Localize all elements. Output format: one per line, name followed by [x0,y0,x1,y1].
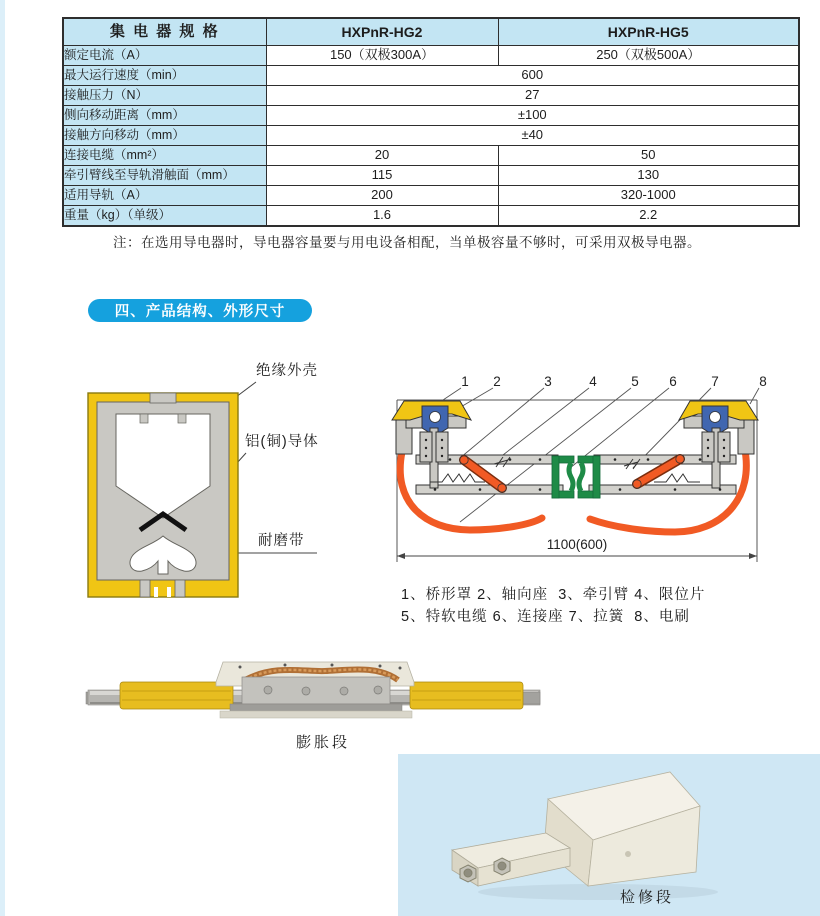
row-label: 额定电流（A） [63,46,266,66]
label-conductor: 铝(铜)导体 [245,434,319,450]
expansion-caption: 膨胀段 [295,734,350,751]
callout-5: 5 [631,374,639,389]
row-label: 侧向移动距离（mm） [63,106,266,126]
row-label: 重量（kg）（单级） [63,206,266,227]
cell-value: 200 [266,186,498,206]
cell-value: 50 [498,146,799,166]
table-row [63,66,799,86]
label-wear-strip: 耐磨带 [258,533,305,549]
inspection-caption: 检修段 [619,889,674,906]
cell-value: 115 [266,166,498,186]
cell-value: 2.2 [498,206,799,227]
table-row [63,206,799,227]
callout-7: 7 [711,374,719,389]
table-row [63,166,799,186]
spec-table [62,17,800,227]
callout-3: 3 [544,374,552,389]
row-label: 适用导轨（A） [63,186,266,206]
cell-value: 150（双极300A） [266,46,498,66]
cell-value: 27 [266,86,799,106]
table-row [63,106,799,126]
row-label: 接触压力（N） [63,86,266,106]
cell-value: 20 [266,146,498,166]
row-label: 牵引臂线至导轨滑触面（mm） [63,166,266,186]
col-header-hg2: HXPnR-HG2 [266,18,498,46]
row-label: 连接电缆（mm²） [63,146,266,166]
cell-value: ±40 [266,126,799,146]
cell-value: 1.6 [266,206,498,227]
label-insulating-shell: 绝缘外壳 [256,363,318,379]
rail-cross-section-diagram [80,350,330,610]
table-row [63,46,799,66]
table-row [63,186,799,206]
table-title: 集 电 器 规 格 [63,18,266,46]
table-header-row [63,18,799,46]
callout-1: 1 [461,374,469,389]
cell-value: 320-1000 [498,186,799,206]
callout-8: 8 [759,374,767,389]
table-row [63,126,799,146]
callout-2: 2 [493,374,501,389]
page-edge-strip [0,0,5,916]
cell-value: 130 [498,166,799,186]
table-row [63,146,799,166]
section-header-badge: 四、产品结构、外形尺寸 [88,299,312,322]
row-label: 接触方向移动（mm） [63,126,266,146]
dimension-text: 1100(600) [546,537,608,552]
col-header-hg5: HXPnR-HG5 [498,18,799,46]
collector-mechanism-diagram [390,370,770,570]
callout-6: 6 [669,374,677,389]
expansion-section-photo [80,650,550,730]
cell-value: ±100 [266,106,799,126]
parts-legend-line1: 1、桥形罩 2、轴向座 3、牵引臂 4、限位片 [401,587,706,603]
table-row [63,86,799,106]
cell-value: 600 [266,66,799,86]
callout-4: 4 [589,374,597,389]
cell-value: 250（双极500A） [498,46,799,66]
row-label: 最大运行速度（min） [63,66,266,86]
note-text: 注：在选用导电器时，导电器容量要与用电设备相配，当单极容量不够时，可采用双极导电器。 [113,235,701,250]
parts-legend-line2: 5、特软电缆 6、连接座 7、拉簧 8、电刷 [401,609,690,625]
